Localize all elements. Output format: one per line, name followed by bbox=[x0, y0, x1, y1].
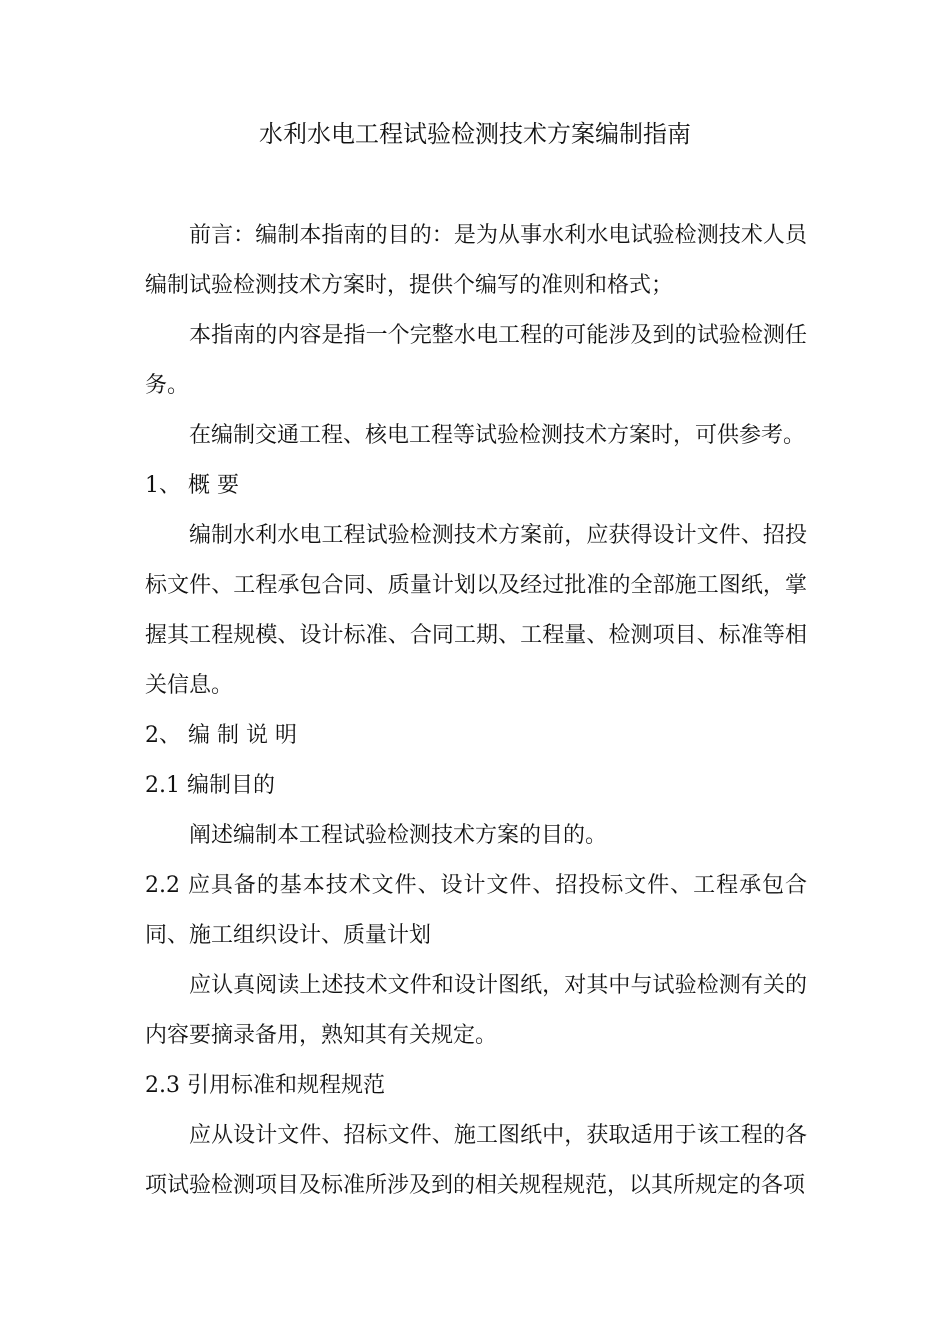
paragraph-overview: 编制水利水电工程试验检测技术方案前，应获得设计文件、招投标文件、工程承包合同、质量计划以及经过批准的全部施工图纸，掌握其工程规模、设计标准、合同工期、工程量、检测项目、标准等相关信息。 bbox=[145, 523, 807, 698]
paragraph-preface-reference: 在编制交通工程、核电工程等试验检测技术方案时，可供参考。 bbox=[189, 423, 806, 448]
subsection-heading-2-3: 2.3 引用标准和规程规范 bbox=[145, 1073, 385, 1098]
paragraph-preface-scope: 本指南的内容是指一个完整水电工程的可能涉及到的试验检测任务。 bbox=[145, 323, 807, 398]
paragraph-2-2: 应认真阅读上述技术文件和设计图纸，对其中与试验检测有关的内容要摘录备用，熟知其有关规定。 bbox=[145, 973, 807, 1048]
section-heading-instructions: 2、 编 制 说 明 bbox=[145, 723, 297, 748]
document-body bbox=[145, 211, 807, 1211]
paragraph-2-1: 阐述编制本工程试验检测技术方案的目的。 bbox=[189, 823, 608, 848]
paragraph-2-3: 应从设计文件、招标文件、施工图纸中，获取适用于该工程的各项试验检测项目及标准所涉及到的相关规程规范，以其所规定的各项 bbox=[145, 1123, 807, 1198]
document-title: 水利水电工程试验检测技术方案编制指南 bbox=[259, 120, 691, 148]
section-heading-overview: 1、 概 要 bbox=[145, 473, 239, 498]
paragraph-preface-purpose: 前言：编制本指南的目的：是为从事水利水电试验检测技术人员编制试验检测技术方案时，提供个编写的准则和格式； bbox=[145, 223, 807, 298]
subsection-heading-2-1: 2.1 编制目的 bbox=[145, 773, 275, 798]
subsection-heading-2-2: 2.2 应具备的基本技术文件、设计文件、招投标文件、工程承包合同、施工组织设计、质量计划 bbox=[145, 873, 807, 948]
